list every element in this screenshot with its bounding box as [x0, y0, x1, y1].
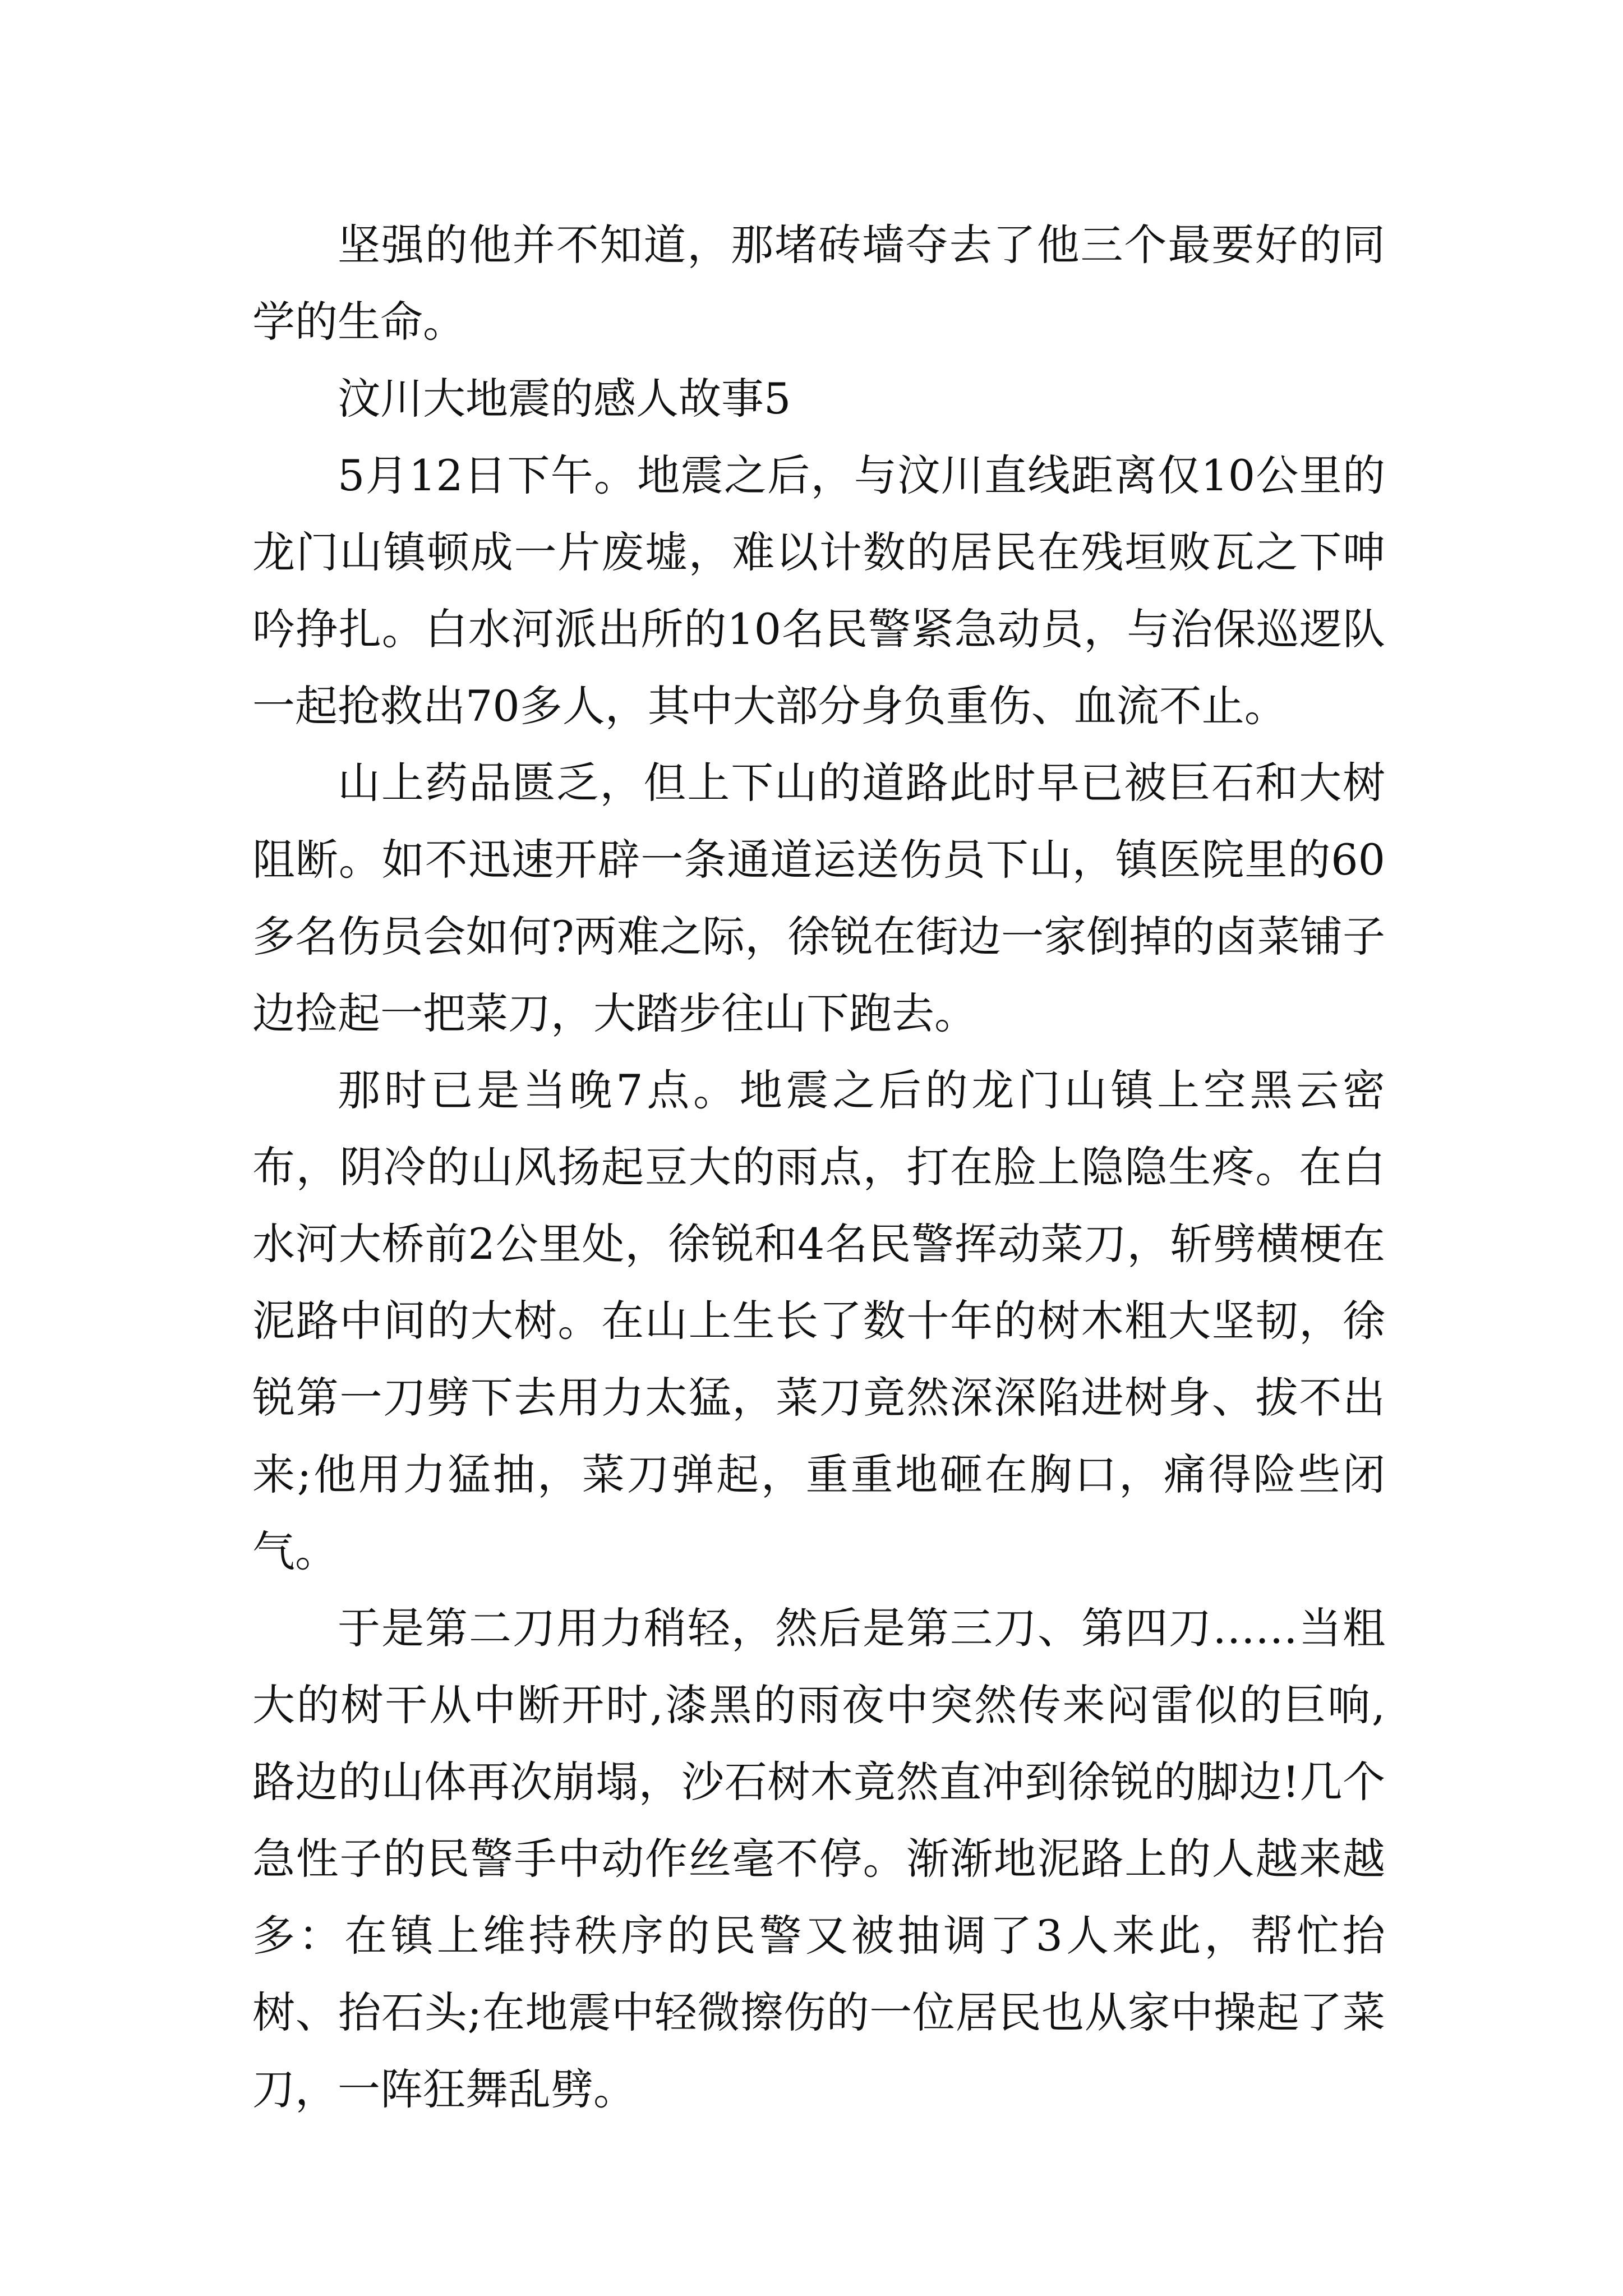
document-body [252, 206, 1385, 2128]
paragraph: 那时已是当晚7点。地震之后的龙门山镇上空黑云密布，阴冷的山风扬起豆大的雨点，打在脸上隐隐生疼。在白水河大桥前2公里处，徐锐和4名民警挥动菜刀，斩劈横梗在泥路中间的大树。在山上生长了数十年的树木粗大坚韧，徐锐第一刀劈下去用力太猛，菜刀竟然深深陷进树身、拔不出来;他用力猛抽，菜刀弹起，重重地砸在胸口，痛得险些闭气。 [252, 1065, 1385, 1576]
paragraph: 5月12日下午。地震之后，与汶川直线距离仅10公里的龙门山镇顿成一片废墟，难以计数的居民在残垣败瓦之下呻吟挣扎。白水河派出所的10名民警紧急动员，与治保巡逻队一起抢救出70多人，其中大部分身负重伤、血流不止。 [252, 450, 1385, 731]
section-heading: 汶川大地震的感人故事5 [338, 374, 791, 424]
paragraph: 山上药品匮乏，但上下山的道路此时早已被巨石和大树阻断。如不迅速开辟一条通道运送伤员下山，镇医院里的60多名伤员会如何?两难之际，徐锐在街边一家倒掉的卤菜铺子边捡起一把菜刀，大踏步往山下跑去。 [252, 758, 1385, 1038]
paragraph: 坚强的他并不知道，那堵砖墙夺去了他三个最要好的同学的生命。 [252, 220, 1385, 347]
paragraph: 于是第二刀用力稍轻，然后是第三刀、第四刀……当粗大的树干从中断开时,漆黑的雨夜中突然传来闷雷似的巨响,路边的山体再次崩塌，沙石树木竟然直冲到徐锐的脚边!几个急性子的民警手中动作丝毫不停。渐渐地泥路上的人越来越多：在镇上维持秩序的民警又被抽调了3人来此，帮忙抬树、抬石头;在地震中轻微擦伤的一位居民也从家中操起了菜刀，一阵狂舞乱劈。 [252, 1603, 1385, 2114]
